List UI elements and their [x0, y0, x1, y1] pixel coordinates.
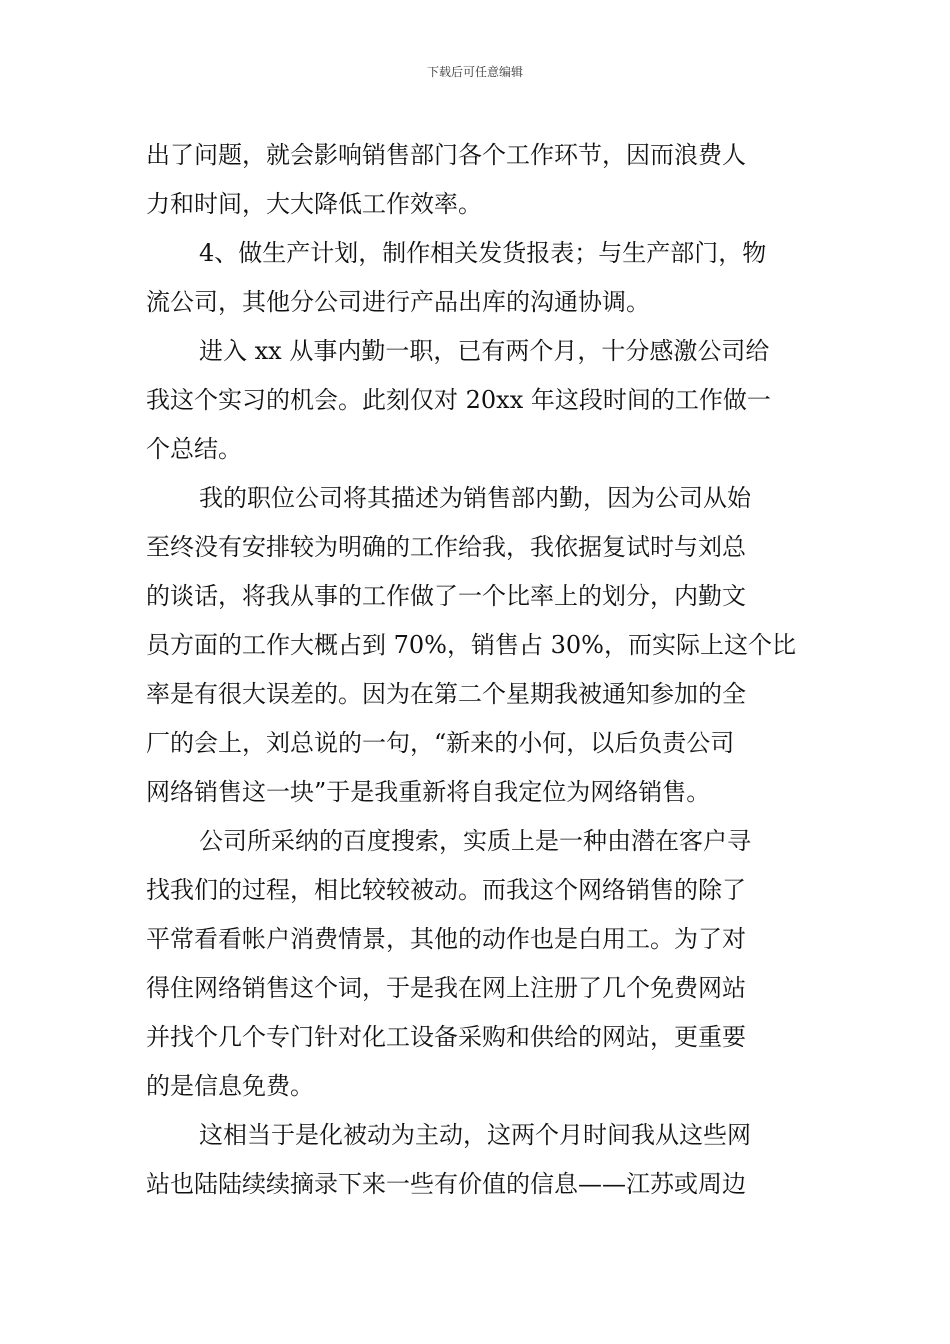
text-line: 站也陆陆续续摘录下来一些有价值的信息——江苏或周边 — [146, 1170, 746, 1198]
text-line: 厂的会上，刘总说的一句，“新来的小何，以后负责公司 — [146, 729, 735, 757]
text-line: 的是信息免费。 — [146, 1072, 314, 1100]
text-line: 我这个实习的机会。此刻仅对 20xx 年这段时间的工作做一 — [146, 386, 771, 414]
text-line: 的谈话，将我从事的工作做了一个比率上的划分，内勤文 — [146, 582, 746, 610]
text-line: 网络销售这一块”于是我重新将自我定位为网络销售。 — [146, 778, 711, 806]
text-line: 平常看看帐户消费情景，其他的动作也是白用工。为了对 — [146, 925, 746, 953]
text-line: 至终没有安排较为明确的工作给我，我依据复试时与刘总 — [146, 533, 746, 561]
text-line: 找我们的过程，相比较较被动。而我这个网络销售的除了 — [146, 876, 746, 904]
text-line: 流公司，其他分公司进行产品出库的沟通协调。 — [146, 288, 650, 316]
page-header: 下载后可任意编辑 — [426, 65, 523, 79]
text-line: 公司所采纳的百度搜索，实质上是一种由潜在客户寻 — [199, 827, 751, 855]
text-line: 个总结。 — [146, 435, 242, 463]
text-line: 率是有很大误差的。因为在第二个星期我被通知参加的全 — [146, 680, 746, 708]
text-line: 这相当于是化被动为主动，这两个月时间我从这些网 — [199, 1121, 751, 1149]
document-body — [146, 131, 806, 1209]
text-line: 员方面的工作大概占到 70%，销售占 30%，而实际上这个比 — [146, 631, 796, 659]
text-line: 力和时间，大大降低工作效率。 — [146, 190, 482, 218]
text-line: 并找个几个专门针对化工设备采购和供给的网站，更重要 — [146, 1023, 746, 1051]
text-line: 4、做生产计划，制作相关发货报表；与生产部门，物 — [199, 239, 767, 267]
text-line: 我的职位公司将其描述为销售部内勤，因为公司从始 — [199, 484, 751, 512]
text-line: 进入 xx 从事内勤一职，已有两个月，十分感激公司给 — [199, 337, 770, 365]
text-line: 出了问题，就会影响销售部门各个工作环节，因而浪费人 — [146, 141, 746, 169]
text-line: 得住网络销售这个词，于是我在网上注册了几个免费网站 — [146, 974, 746, 1002]
